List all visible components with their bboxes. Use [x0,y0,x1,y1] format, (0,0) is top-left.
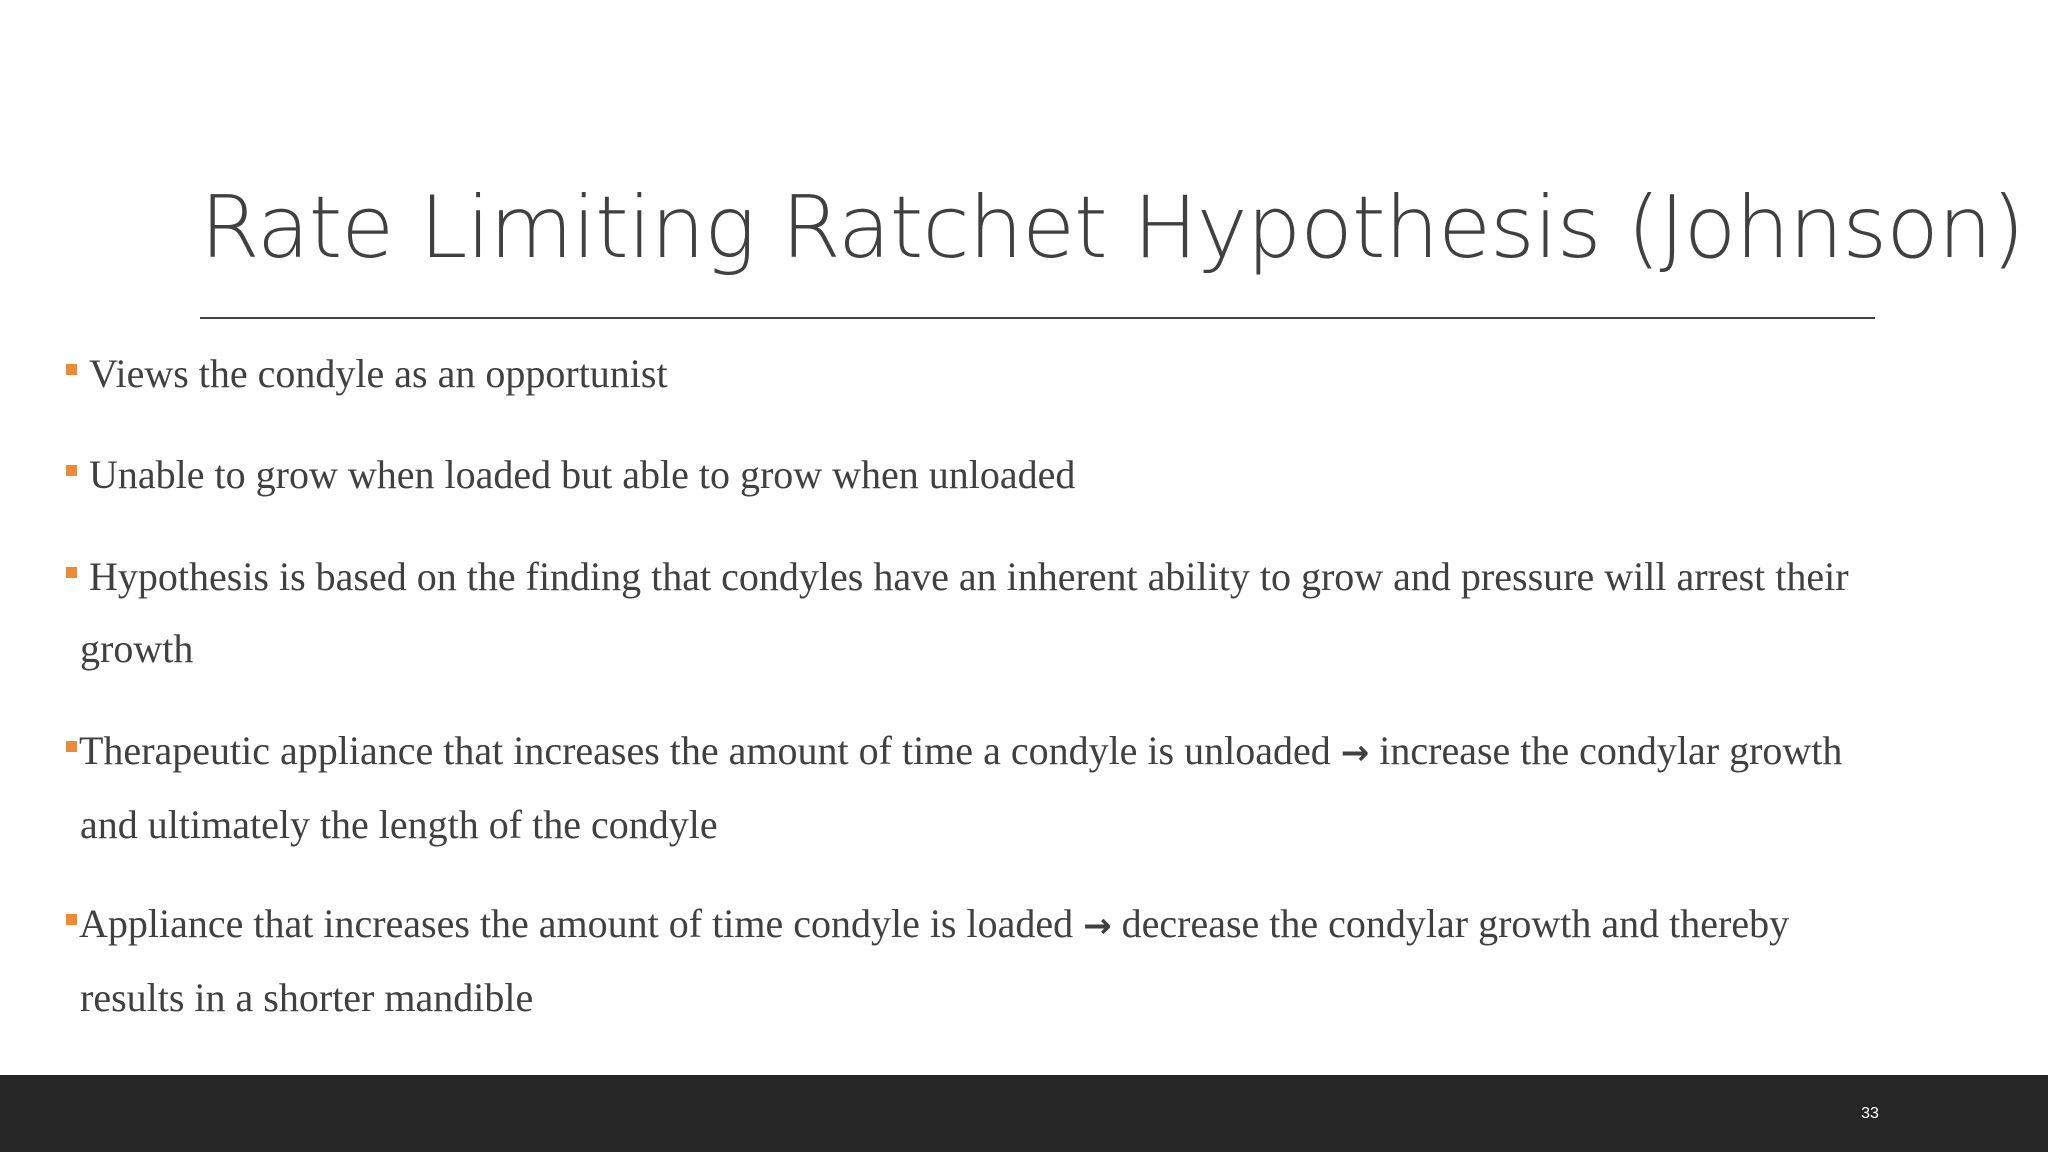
right-arrow-icon: → [1083,906,1112,946]
bullet-square-icon [66,914,77,925]
bullet-item-5 [66,888,1996,1034]
bullet-text-after-arrow: increase the condylar growth [1379,728,1843,773]
bullet-text: Therapeutic appliance that increases the amount of time a condyle is unloaded [79,728,1331,773]
bullet-text-continuation: and ultimately the length of the condyle [80,802,718,847]
bullet-text-continuation: growth [80,626,194,671]
bullet-square-icon [66,741,77,752]
bullet-square-icon [66,567,77,578]
bullet-square-icon [66,465,77,476]
page-number: 33 [1861,1105,1879,1122]
bullet-square-icon [66,364,77,375]
bullet-text: Views the condyle as an opportunist [89,351,668,396]
footer-bar [0,1075,2048,1152]
bullet-item-1 [66,338,1996,410]
bullet-item-3 [66,541,1996,685]
bullet-text: Appliance that increases the amount of time condyle is loaded [79,901,1074,946]
bullet-text-continuation: results in a shorter mandible [80,975,534,1020]
slide-title: Rate Limiting Ratchet Hypothesis (Johnson) [200,178,2024,278]
bullet-text-after-arrow: decrease the condylar growth and thereby [1121,901,1790,946]
bullet-item-2 [66,439,1996,511]
bullet-text: Unable to grow when loaded but able to grow when unloaded [89,452,1076,497]
bullet-text: Hypothesis is based on the finding that condyles have an inherent ability to grow and pressure will arrest their [89,554,1849,599]
bullet-item-4 [66,715,1996,861]
right-arrow-icon: → [1340,733,1370,773]
